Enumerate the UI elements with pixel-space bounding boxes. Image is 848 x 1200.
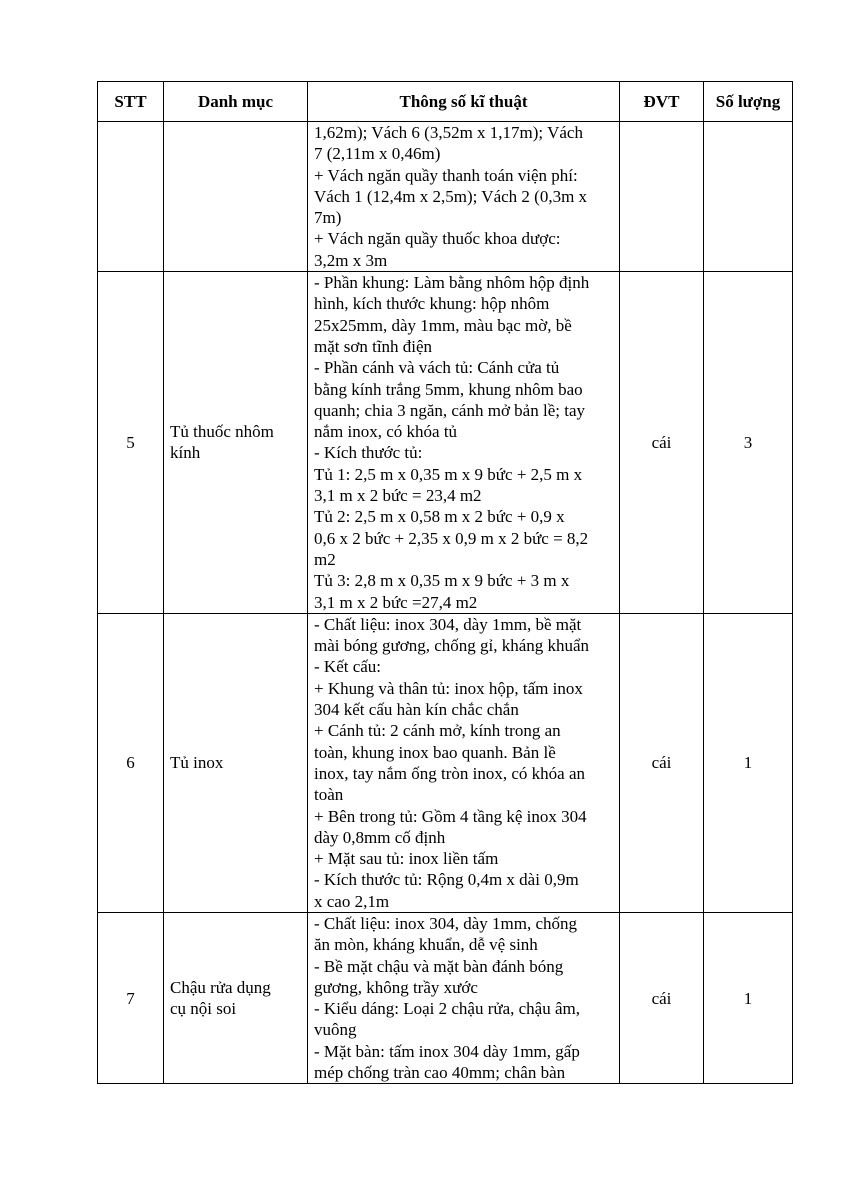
spec-line: - Phần cánh và vách tủ: Cánh cửa tủ: [314, 358, 560, 378]
spec-line: + Vách ngăn quầy thuốc khoa dược:: [314, 229, 561, 249]
table-row: [98, 613, 793, 912]
spec-line: 7m): [314, 208, 342, 228]
spec-line: gương, không trầy xước: [314, 977, 478, 997]
spec-line: toàn: [314, 785, 344, 805]
spec-line: - Bề mặt chậu và mặt bàn đánh bóng: [314, 956, 564, 976]
spec-line: - Phần khung: Làm bằng nhôm hộp định: [314, 273, 590, 293]
cell-unit: [620, 122, 704, 272]
header-category: Danh mục: [164, 82, 308, 122]
spec-line: - Kiểu dáng: Loại 2 chậu rửa, chậu âm,: [314, 999, 580, 1019]
spec-line: + Vách ngăn quầy thanh toán viện phí:: [314, 165, 578, 185]
spec-line: inox, tay nắm ống tròn inox, có khóa an: [314, 763, 586, 783]
spec-line: + Bên trong tủ: Gồm 4 tầng kệ inox 304: [314, 806, 587, 826]
spec-line: 1,62m); Vách 6 (3,52m x 1,17m); Vách: [314, 123, 583, 142]
spec-line: - Chất liệu: inox 304, dày 1mm, chống: [314, 913, 577, 933]
table-header-row: [98, 82, 793, 122]
cell-category: [164, 122, 308, 272]
spec-line: - Kết cấu:: [314, 657, 382, 677]
spec-line: + Khung và thân tủ: inox hộp, tấm inox: [314, 678, 583, 698]
spec-line: toàn, khung inox bao quanh. Bản lề: [314, 742, 556, 762]
spec-line: dày 0,8mm cố định: [314, 827, 446, 847]
spec-line: nắm inox, có khóa tủ: [314, 422, 458, 442]
spec-line: Tủ 3: 2,8 m x 0,35 m x 9 bức + 3 m x: [314, 571, 570, 591]
spec-line: ăn mòn, kháng khuẩn, dễ vệ sinh: [314, 935, 538, 955]
spec-line: - Mặt bàn: tấm inox 304 dày 1mm, gấp: [314, 1041, 580, 1061]
header-stt: STT: [98, 82, 164, 122]
spec-line: quanh; chia 3 ngăn, cánh mở bản lề; tay: [314, 400, 585, 420]
cell-stt: 7: [98, 912, 164, 1083]
spec-line: - Kích thước tủ:: [314, 443, 423, 463]
spec-line: 7 (2,11m x 0,46m): [314, 144, 441, 164]
cell-unit: cái: [620, 272, 704, 614]
cell-category: [164, 912, 308, 1083]
spec-line: vuông: [314, 1020, 357, 1040]
cell-category: [164, 613, 308, 912]
category-line: kính: [170, 443, 201, 463]
table-row: [98, 122, 793, 272]
category-line: Tủ inox: [170, 753, 224, 773]
cell-quantity: [704, 122, 793, 272]
cell-stt: [98, 122, 164, 272]
equipment-spec-table: [97, 81, 793, 1084]
spec-line: - Kích thước tủ: Rộng 0,4m x dài 0,9m: [314, 870, 579, 890]
cell-spec: [308, 912, 620, 1083]
spec-line: bằng kính trắng 5mm, khung nhôm bao: [314, 379, 583, 399]
spec-line: mặt sơn tĩnh điện: [314, 336, 433, 356]
header-unit: ĐVT: [620, 82, 704, 122]
cell-spec: [308, 272, 620, 614]
spec-line: x cao 2,1m: [314, 891, 390, 911]
spec-line: mài bóng gương, chống gỉ, kháng khuẩn: [314, 636, 590, 656]
cell-quantity: 1: [704, 613, 793, 912]
spec-line: 3,1 m x 2 bức =27,4 m2: [314, 592, 478, 612]
category-line: Chậu rửa dụng: [170, 977, 271, 997]
spec-line: 304 kết cấu hàn kín chắc chắn: [314, 700, 519, 720]
spec-line: 25x25mm, dày 1mm, màu bạc mờ, bề: [314, 315, 572, 335]
spec-line: 0,6 x 2 bức + 2,35 x 0,9 m x 2 bức = 8,2: [314, 528, 589, 548]
header-spec: Thông số kĩ thuật: [308, 82, 620, 122]
spec-line: - Chất liệu: inox 304, dày 1mm, bề mặt: [314, 614, 582, 634]
cell-quantity: 3: [704, 272, 793, 614]
spec-line: mép chống tràn cao 40mm; chân bàn: [314, 1063, 566, 1083]
table-row: [98, 272, 793, 614]
table-row: [98, 912, 793, 1083]
spec-line: hình, kích thước khung: hộp nhôm: [314, 294, 550, 314]
spec-line: + Cánh tủ: 2 cánh mở, kính trong an: [314, 721, 561, 741]
spec-line: 3,2m x 3m: [314, 250, 388, 270]
spec-line: 3,1 m x 2 bức = 23,4 m2: [314, 486, 482, 506]
spec-line: Vách 1 (12,4m x 2,5m); Vách 2 (0,3m x: [314, 186, 588, 206]
cell-spec: [308, 613, 620, 912]
category-line: cụ nội soi: [170, 999, 237, 1019]
cell-quantity: 1: [704, 912, 793, 1083]
spec-line: m2: [314, 549, 336, 569]
cell-category: [164, 272, 308, 614]
cell-stt: 5: [98, 272, 164, 614]
cell-unit: cái: [620, 912, 704, 1083]
cell-stt: 6: [98, 613, 164, 912]
category-line: Tủ thuốc nhôm: [170, 422, 274, 442]
header-quantity: Số lượng: [704, 82, 793, 122]
spec-line: + Mặt sau tủ: inox liền tấm: [314, 849, 499, 869]
cell-spec: [308, 122, 620, 272]
spec-line: Tủ 1: 2,5 m x 0,35 m x 9 bức + 2,5 m x: [314, 464, 583, 484]
cell-unit: cái: [620, 613, 704, 912]
spec-line: Tủ 2: 2,5 m x 0,58 m x 2 bức + 0,9 x: [314, 507, 565, 527]
